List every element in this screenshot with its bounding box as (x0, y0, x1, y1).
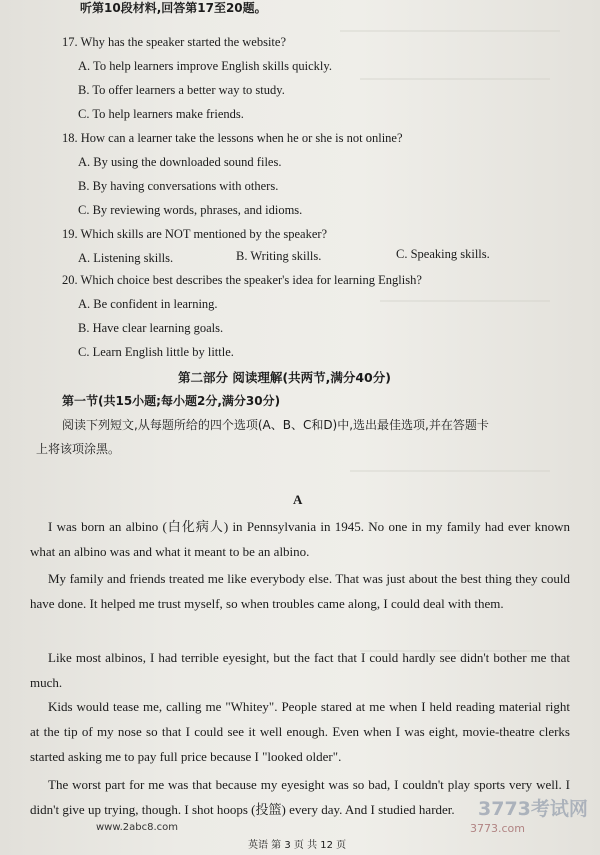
question-19-stem: 19. Which skills are NOT mentioned by the speaker? (62, 227, 328, 241)
instruction-line-2: 上将该项涂黑。 (36, 442, 121, 456)
question-18-option-a: A. By using the downloaded sound files. (78, 155, 282, 169)
question-17-option-b: B. To offer learners a better way to study. (78, 83, 285, 97)
question-17-stem: 17. Why has the speaker started the website? (62, 35, 286, 49)
listening-section-heading: 听第10段材料,回答第17至20题。 (80, 1, 267, 15)
watermark-left: www.2abc8.com (96, 822, 179, 833)
question-17-option-a: A. To help learners improve English skills quickly. (78, 59, 332, 73)
question-19-option-a: A. Listening skills. (78, 251, 174, 265)
passage-label: A (293, 492, 303, 507)
passage-paragraph-3: Like most albinos, I had terrible eyesight, but the fact that I could hardly see didn't bother me that much. (30, 650, 570, 690)
watermark-url-right: 3773.com (470, 822, 525, 835)
question-18-option-b: B. By having conversations with others. (78, 179, 279, 193)
question-17-option-c: C. To help learners make friends. (78, 107, 244, 121)
page-footer: 英语 第 3 页 共 12 页 (248, 840, 347, 851)
question-20-option-a: A. Be confident in learning. (78, 297, 218, 311)
question-20-option-c: C. Learn English little by little. (78, 345, 234, 359)
passage-paragraph-1: I was born an albino (白化病人) in Pennsylvania in 1945. No one in my family had ever known what an albino was and what it meant to be an albino. (30, 519, 570, 559)
question-20-option-b: B. Have clear learning goals. (78, 321, 224, 335)
section1-title: 第一节(共15小题;每小题2分,满分30分) (62, 394, 281, 408)
part2-title: 第二部分 阅读理解(共两节,满分40分) (178, 370, 391, 385)
question-19-option-c: C. Speaking skills. (396, 247, 490, 261)
question-19-option-b: B. Writing skills. (236, 249, 322, 263)
passage-paragraph-5: The worst part for me was that because my eyesight was so bad, I couldn't play sports very well. I didn't give up trying, though. I shot hoops (投篮) every day. And I studied harder. (30, 777, 570, 817)
question-20-stem: 20. Which choice best describes the speaker's idea for learning English? (62, 273, 422, 287)
passage-paragraph-2: My family and friends treated me like everybody else. That was just about the best thing they could have done. It helped me trust myself, so when troubles came along, I could deal with them. (30, 571, 570, 611)
question-18-option-c: C. By reviewing words, phrases, and idioms. (78, 203, 303, 217)
watermark-logo-right: 3773考试网 (478, 798, 588, 820)
passage-paragraph-4: Kids would tease me, calling me "Whitey". People stared at me when I held reading material right at the tip of my nose so that I could see it well enough. Even when I was eight, movie-theatre clerks started asking me to pay full price because I "looked older". (30, 699, 570, 764)
question-18-stem: 18. How can a learner take the lessons when he or she is not online? (62, 131, 403, 145)
instruction-line-1: 阅读下列短文,从每题所给的四个选项(A、B、C和D)中,选出最佳选项,并在答题卡 (62, 418, 489, 432)
